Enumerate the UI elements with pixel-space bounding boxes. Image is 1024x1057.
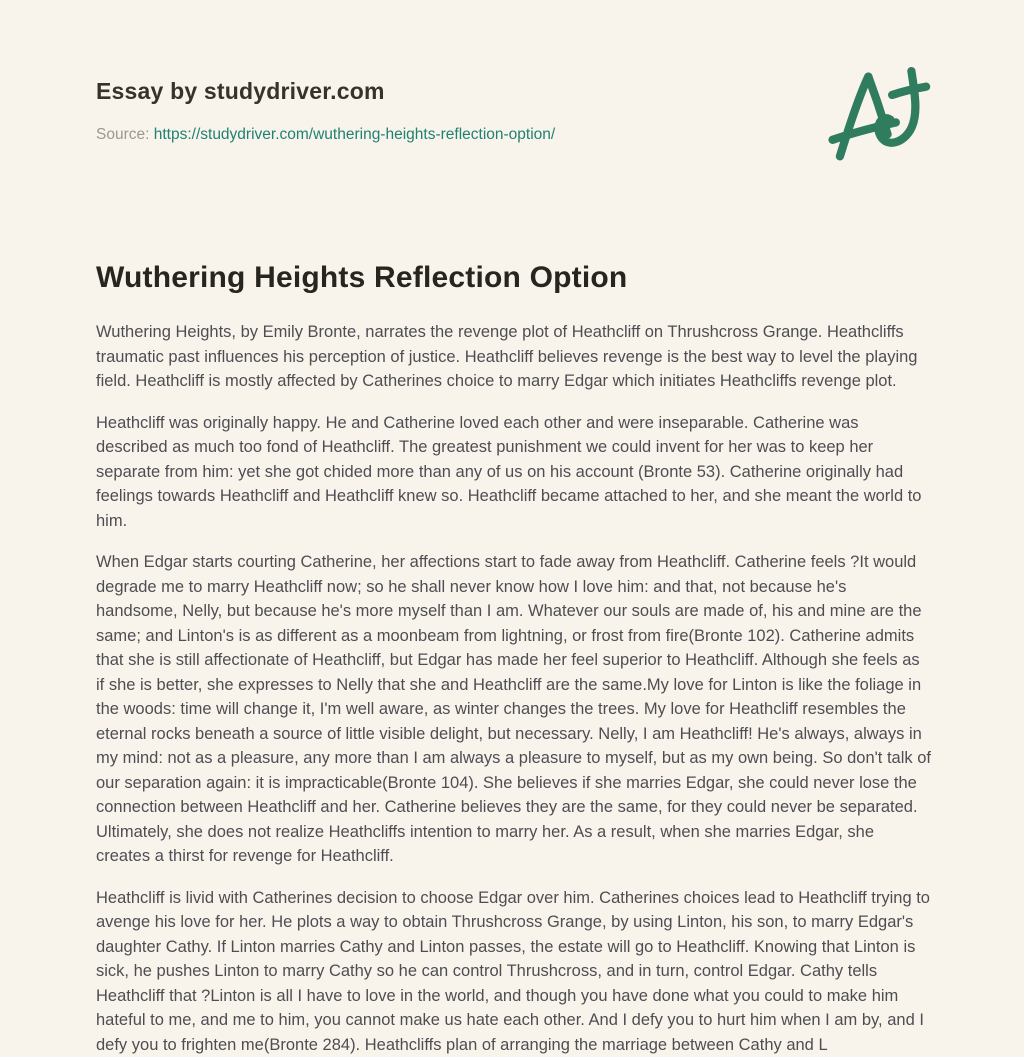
essay-paragraph-3: When Edgar starts courting Catherine, her affections start to fade away from Heathcliff. Catherine feels ?It would degrade me to marry Heathcliff now; so he shall never know how I love him: and that, not because he's handsome, Nelly, but because he's more myself than I am. Whatever our souls are made of, his and mine are the same; and Linton's is as different as a moonbeam from lightning, or frost from fire(Bronte 102). Catherine admits that she is still affectionate of Heathcliff, but Edgar has made her feel superior to Heathcliff. Although she feels as if she is better, she expresses to Nelly that she and Heathcliff are the same.My love for Linton is like the foliage in the woods: time will change it, I'm well aware, as winter changes the trees. My love for Heathcliff resembles the eternal rocks beneath a source of little visible delight, but necessary. Nelly, I am Heathcliff! He's always, always in my mind: not as a pleasure, any more than I am always a pleasure to myself, but as my own being. So don't talk of our separation again: it is impracticable(Bronte 104). She believes if she marries Edgar, she could never lose the connection between Heathcliff and her. Catherine believes they are the same, for they could never be separated. Ultimately, she does not realize Heathcliffs intention to marry her. As a result, when she marries Edgar, she creates a thirst for revenge for Heathcliff. xyxy=(96,550,932,869)
source-line xyxy=(96,126,932,144)
essay-by-heading: Essay by studydriver.com xyxy=(96,78,932,105)
essay-paragraph-4: Heathcliff is livid with Catherines decision to choose Edgar over him. Catherines choices lead to Heathcliff trying to avenge his love for her. He plots a way to obtain Thrushcross Grange, by using Linton, his son, to marry Edgar's daughter Cathy. If Linton marries Cathy and Linton passes, the estate will go to Heathcliff. Knowing that Linton is sick, he pushes Linton to marry Cathy so he can control Thrushcross, and in turn, control Edgar. Cathy tells Heathcliff that ?Linton is all I have to love in the world, and though you have done what you could to make him hateful to me, and me to him, you cannot make us hate each other. And I defy you to hurt him when I am by, and I defy you to frighten me(Bronte 284). Heathcliffs plan of arranging the marriage between Cathy and L xyxy=(96,886,932,1057)
essay-paragraph-1: Wuthering Heights, by Emily Bronte, narrates the revenge plot of Heathcliff on Thrushcross Grange. Heathcliffs traumatic past influences his perception of justice. Heathcliff believes revenge is the best way to level the playing field. Heathcliff is mostly affected by Catherines choice to marry Edgar which initiates Heathcliffs revenge plot. xyxy=(96,320,932,394)
essay-body xyxy=(96,320,932,1057)
source-link[interactable]: https://studydriver.com/wuthering-heights-reflection-option/ xyxy=(154,126,555,143)
source-label: Source: xyxy=(96,126,149,143)
essay-paragraph-2: Heathcliff was originally happy. He and Catherine loved each other and were inseparable. Catherine was described as much too fond of Heathcliff. The greatest punishment we could invent for her was to keep her separate from him: yet she got chided more than any of us on his account (Bronte 53). Catherine originally had feelings towards Heathcliff and Heathcliff knew so. Heathcliff became attached to her, and she meant the world to him. xyxy=(96,411,932,534)
a-plus-logo-icon xyxy=(828,64,938,168)
essay-title: Wuthering Heights Reflection Option xyxy=(96,261,932,295)
